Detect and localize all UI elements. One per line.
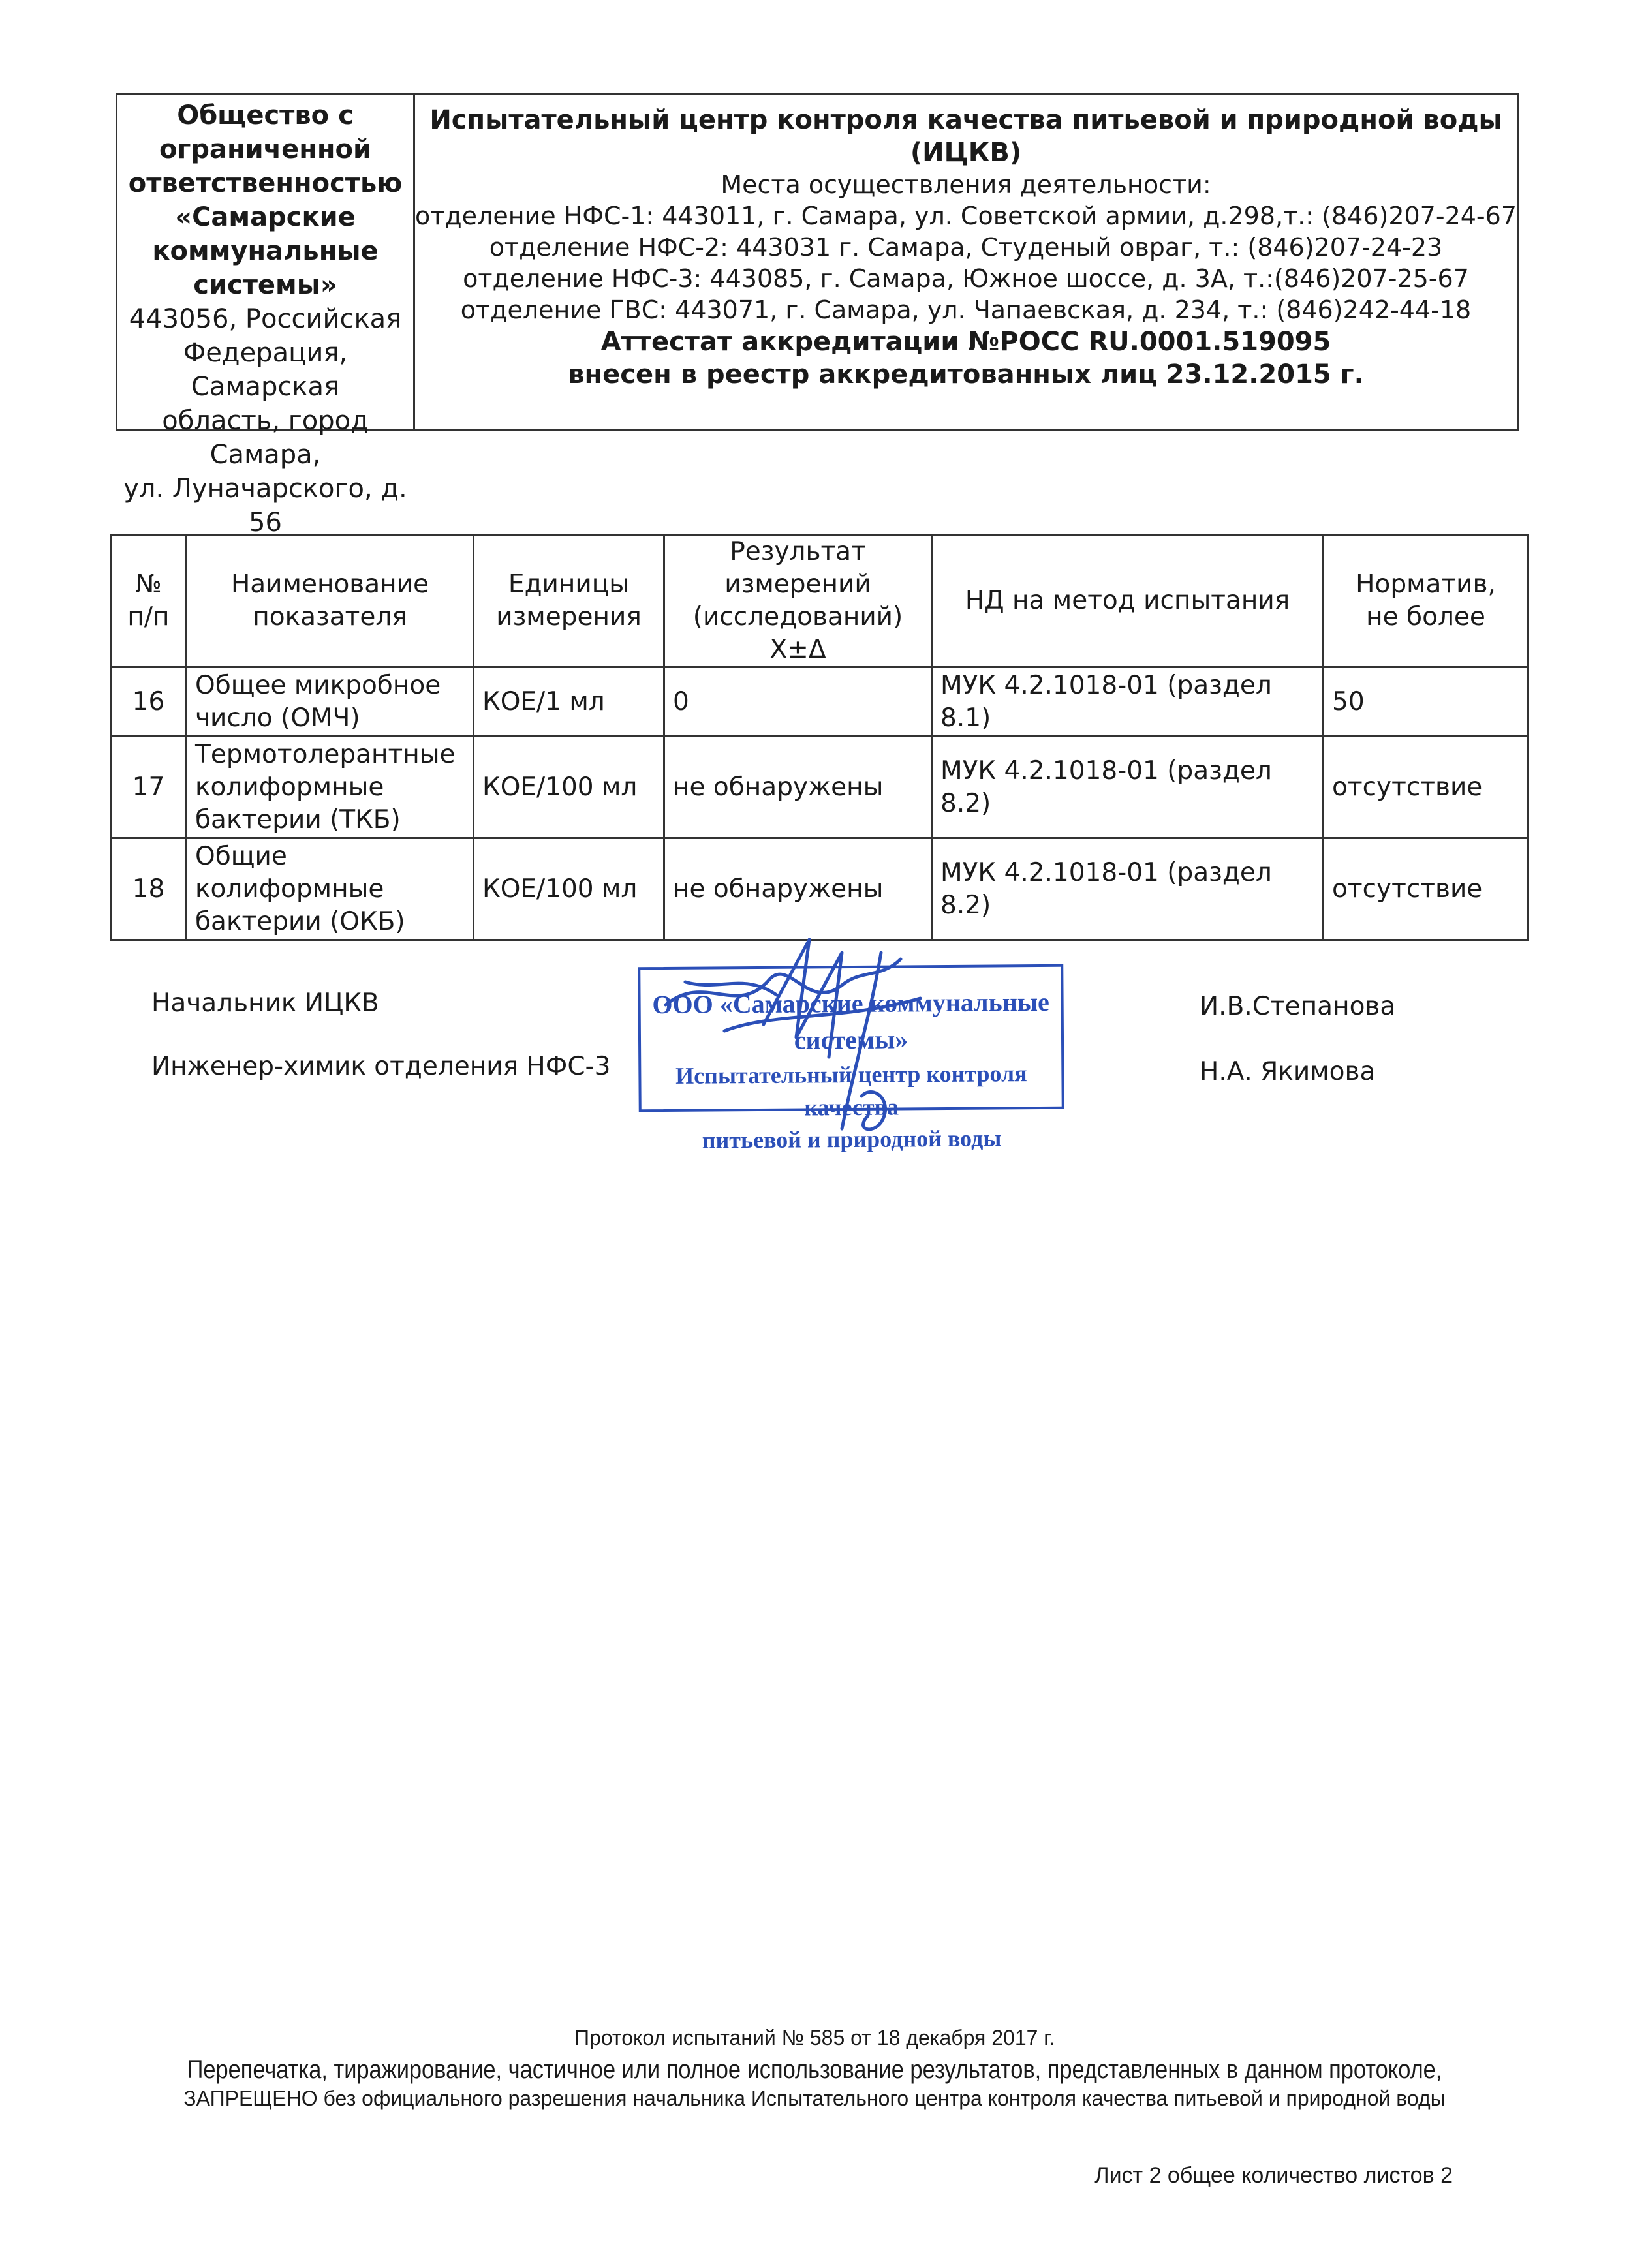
norm-cell: отсутствие <box>1324 838 1528 940</box>
lab-header <box>116 93 1519 538</box>
method-cell: МУК 4.2.1018-01 (раздел 8.1) <box>932 667 1324 737</box>
result-cell: не обнаружены <box>664 838 932 940</box>
reproduction-warning: Перепечатка, тиражирование, частичное или полное использование результатов, представленных в данном протоколе, <box>187 2055 1442 2084</box>
signer-name-head: И.В.Степанова <box>1200 992 1396 1021</box>
signer-role-engineer: Инженер-химик отделения НФС-3 <box>151 1052 611 1081</box>
department-line: отделение НФС-3: 443085, г. Самара, Южное шоссе, д. 3А, т.:(846)207-25-67 <box>463 264 1469 293</box>
row-number: 16 <box>111 667 187 737</box>
row-number: 18 <box>111 838 187 940</box>
org-name-line: Общество с <box>177 100 354 130</box>
col-header-result: Результат измерений (исследований) X±Δ <box>664 535 932 667</box>
reproduction-prohibition: ЗАПРЕЩЕНО без официального разрешения начальника Испытательного центра контроля качества питьевой и природной воды <box>183 2087 1446 2110</box>
norm-cell: 50 <box>1324 667 1528 737</box>
result-cell: 0 <box>664 667 932 737</box>
method-cell: МУК 4.2.1018-01 (раздел 8.2) <box>932 737 1324 838</box>
table-row <box>111 737 1528 838</box>
department-line: отделение ГВС: 443071, г. Самара, ул. Чапаевская, д. 234, т.: (846)242-44-18 <box>460 296 1472 324</box>
org-address-line: область, город Самара, <box>162 406 369 470</box>
places-heading: Места осуществления деятельности: <box>721 170 1211 199</box>
norm-cell: отсутствие <box>1324 737 1528 838</box>
org-name-line: «Самарские <box>175 202 356 232</box>
signer-name-engineer: Н.А. Якимова <box>1200 1057 1376 1086</box>
signer-role-head: Начальник ИЦКВ <box>151 988 379 1018</box>
table-row <box>111 667 1528 737</box>
lab-abbreviation: (ИЦКВ) <box>910 138 1022 168</box>
sheet-counter: Лист 2 общее количество листов 2 <box>1094 2163 1453 2188</box>
table-header-row <box>111 535 1528 667</box>
indicator-name: Общие колиформные бактерии (ОКБ) <box>187 838 474 940</box>
table-row <box>111 838 1528 940</box>
protocol-reference: Протокол испытаний № 585 от 18 декабря 2017 г. <box>574 2026 1055 2049</box>
row-number: 17 <box>111 737 187 838</box>
org-address-line: ул. Луначарского, д. 56 <box>123 474 407 538</box>
organization-block <box>117 95 415 538</box>
org-name-line: ограниченной <box>159 134 372 164</box>
units-cell: КОЕ/100 мл <box>474 838 664 940</box>
col-header-indicator: Наименование показателя <box>187 535 474 667</box>
indicator-name: Термотолерантные колиформные бактерии (ТКБ) <box>187 737 474 838</box>
result-cell: не обнаружены <box>664 737 932 838</box>
org-address-line: Федерация, Самарская <box>183 338 348 402</box>
lab-title: Испытательный центр контроля качества питьевой и природной воды <box>429 105 1502 135</box>
results-table <box>110 534 1529 941</box>
units-cell: КОЕ/100 мл <box>474 737 664 838</box>
stamp-line: питьевой и природной воды <box>702 1125 1002 1154</box>
units-cell: КОЕ/1 мл <box>474 667 664 737</box>
department-line: отделение НФС-2: 443031 г. Самара, Студеный овраг, т.: (846)207-24-23 <box>489 233 1443 262</box>
accreditation-number: Аттестат аккредитации №РОСС RU.0001.519095 <box>600 327 1331 357</box>
col-header-method: НД на метод испытания <box>932 535 1324 667</box>
accreditation-registry: внесен в реестр аккредитованных лиц 23.12.2015 г. <box>568 360 1364 390</box>
stamp-line: ООО «Самарские коммунальные системы» <box>652 987 1049 1055</box>
indicator-name: Общее микробное число (ОМЧ) <box>187 667 474 737</box>
method-cell: МУК 4.2.1018-01 (раздел 8.2) <box>932 838 1324 940</box>
org-name-line: системы» <box>193 270 337 300</box>
org-name-line: коммунальные <box>152 236 379 266</box>
col-header-units: Единицы измерения <box>474 535 664 667</box>
handwritten-signature <box>646 933 985 1148</box>
col-header-number: № п/п <box>111 535 187 667</box>
org-address-line: 443056, Российская <box>129 304 402 334</box>
stamp-line: Испытательный центр контроля качества <box>675 1060 1027 1121</box>
lab-info-block <box>415 95 1517 429</box>
col-header-norm: Норматив, не более <box>1324 535 1528 667</box>
org-name-line: ответственностью <box>128 168 403 198</box>
department-line: отделение НФС-1: 443011, г. Самара, ул. Советской армии, д.298,т.: (846)207-24-67 <box>415 202 1517 230</box>
